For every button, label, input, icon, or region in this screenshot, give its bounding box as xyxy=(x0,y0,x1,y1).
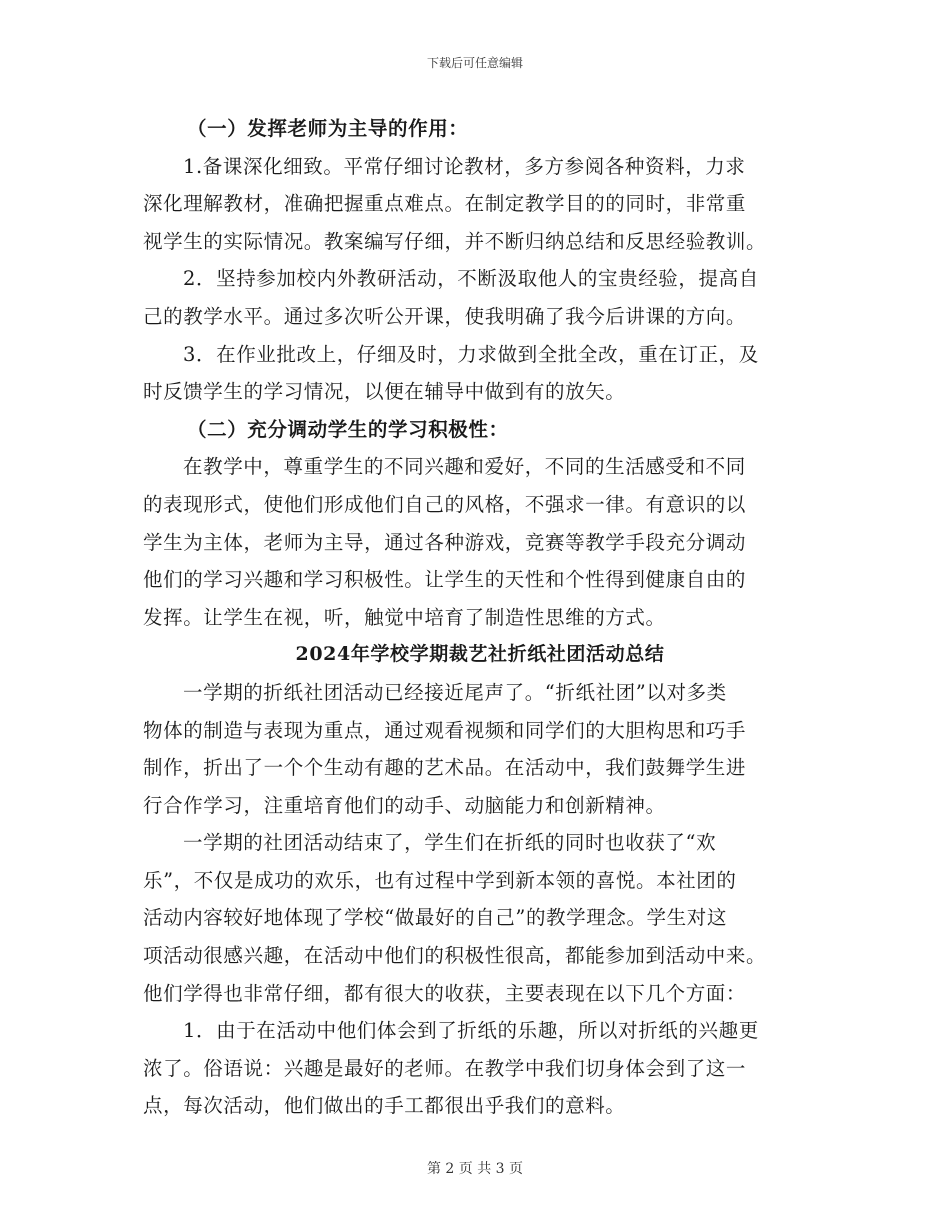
paragraph-line: 点，每次活动，他们做出的手工都很出乎我们的意料。 xyxy=(143,1094,626,1118)
paragraph-line: 行合作学习，注重培育他们的动手、动脑能力和创新精神。 xyxy=(143,793,666,817)
paragraph-line: 他们的学习兴趣和学习积极性。让学生的天性和个性得到健康自由的 xyxy=(143,568,747,592)
section-heading-1: （一）发挥老师为主导的作用： xyxy=(187,117,469,140)
paragraph-line: 他们学得也非常仔细，都有很大的收获，主要表现在以下几个方面： xyxy=(143,981,747,1005)
paragraph-line: 己的教学水平。通过多次听公开课，使我明确了我今后讲课的方向。 xyxy=(143,304,747,328)
paragraph-line: 一学期的折纸社团活动已经接近尾声了。“折纸社团”以对多类 xyxy=(183,680,727,704)
paragraph-line: 1.备课深化细致。平常仔细讨论教材，多方参阅各种资料，力求 xyxy=(183,154,746,178)
page-number: 第 2 页 共 3 页 xyxy=(426,1161,524,1177)
paragraph-line: 的表现形式，使他们形成他们自己的风格，不强求一律。有意识的以 xyxy=(143,492,747,516)
paragraph-line: 深化理解教材，准确把握重点难点。在制定教学目的的同时，非常重 xyxy=(143,192,747,216)
paragraph-line: 浓了。俗语说：兴趣是最好的老师。在教学中我们切身体会到了这一 xyxy=(143,1056,747,1080)
header-note: 下载后可任意编辑 xyxy=(426,56,523,70)
paragraph-line: 物体的制造与表现为重点，通过观看视频和同学们的大胆构思和巧手 xyxy=(143,718,747,742)
paragraph-line: 制作，折出了一个个生动有趣的艺术品。在活动中，我们鼓舞学生进 xyxy=(143,756,747,780)
paragraph-line: 视学生的实际情况。教案编写仔细，并不断归纳总结和反思经验教训。 xyxy=(143,229,767,253)
paragraph-line: 活动内容较好地体现了学校“做最好的自己”的教学理念。学生对这 xyxy=(143,906,727,930)
paragraph-line: 时反馈学生的学习情况，以便在辅导中做到有的放矢。 xyxy=(143,380,626,404)
paragraph-line: 学生为主体，老师为主导，通过各种游戏，竞赛等教学手段充分调动 xyxy=(143,530,747,554)
paragraph-line: 在教学中，尊重学生的不同兴趣和爱好，不同的生活感受和不同 xyxy=(183,455,746,479)
paragraph-line: 一学期的社团活动结束了，学生们在折纸的同时也收获了“欢 xyxy=(183,831,717,855)
paragraph-line: 1．由于在活动中他们体会到了折纸的乐趣，所以对折纸的兴趣更 xyxy=(183,1019,759,1043)
article-title: 2024年学校学期裁艺社折纸社团活动总结 xyxy=(295,643,665,666)
paragraph-line: 3．在作业批改上，仔细及时，力求做到全批全改，重在订正，及 xyxy=(183,342,759,366)
paragraph-line: 发挥。让学生在视，听，触觉中培育了制造性思维的方式。 xyxy=(143,605,666,629)
section-heading-2: （二）充分调动学生的学习积极性： xyxy=(187,417,509,441)
paragraph-line: 乐”，不仅是成功的欢乐，也有过程中学到新本领的喜悦。本社团的 xyxy=(143,868,737,892)
paragraph-line: 项活动很感兴趣，在活动中他们的积极性很高，都能参加到活动中来。 xyxy=(143,944,767,968)
paragraph-line: 2．坚持参加校内外教研活动，不断汲取他人的宝贵经验，提高自 xyxy=(183,267,759,291)
document-body xyxy=(143,110,807,1125)
